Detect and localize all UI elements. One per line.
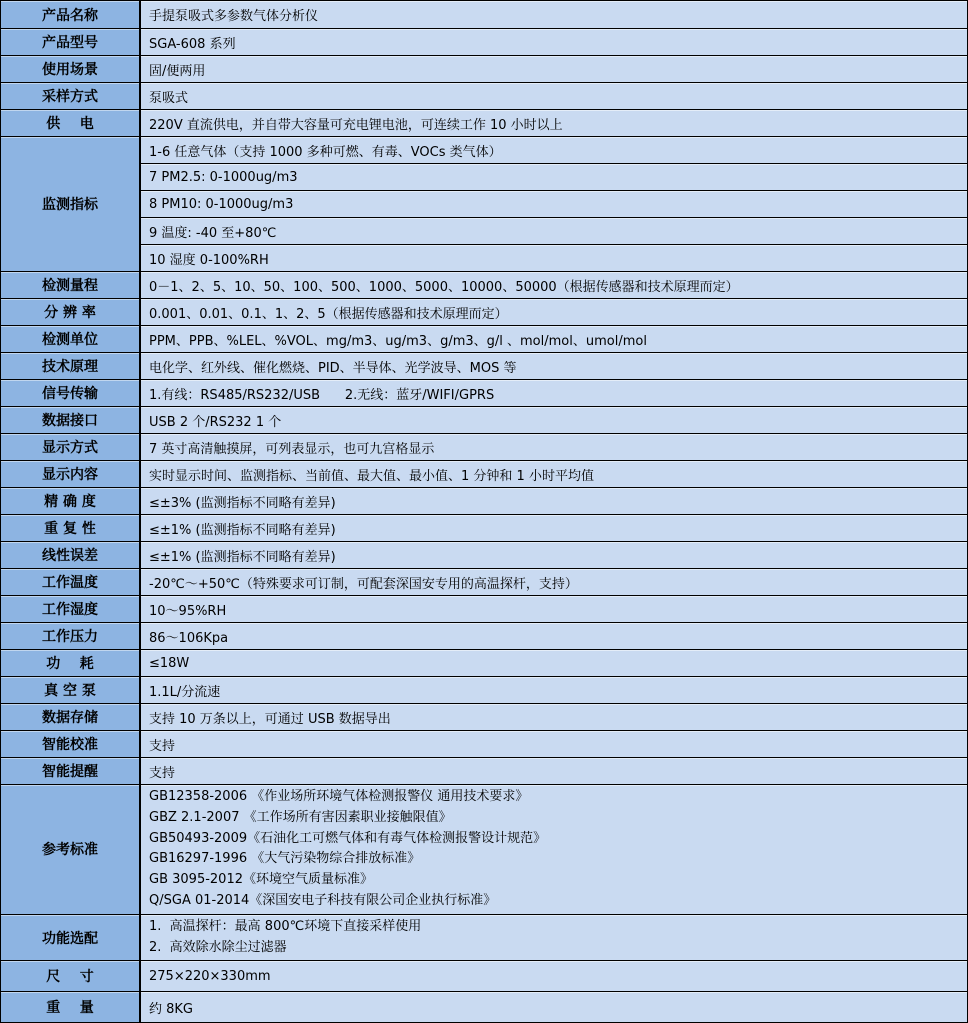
spec-value: 固/便两用 xyxy=(141,56,967,82)
spec-values xyxy=(141,704,967,730)
spec-values xyxy=(141,110,967,136)
spec-value: PPM、PPB、%LEL、%VOL、mg/m3、ug/m3、g/m3、g/l 、mol/mol、umol/mol xyxy=(141,326,967,352)
spec-row xyxy=(1,82,967,109)
spec-label: 分 辨 率 xyxy=(1,299,141,325)
spec-label: 工作温度 xyxy=(1,569,141,595)
spec-value: 0－1、2、5、10、50、100、500、1000、5000、10000、50000（根据传感器和技术原理而定） xyxy=(141,272,967,298)
spec-value: 支持 xyxy=(141,758,967,784)
spec-row xyxy=(1,406,967,433)
spec-row xyxy=(1,757,967,784)
spec-value-multiline xyxy=(141,915,967,961)
spec-label: 检测量程 xyxy=(1,272,141,298)
spec-label: 功 耗 xyxy=(1,650,141,676)
spec-value: 10 湿度 0-100%RH xyxy=(141,244,967,271)
spec-label: 产品名称 xyxy=(1,1,141,28)
spec-label: 显示内容 xyxy=(1,461,141,487)
spec-values xyxy=(141,677,967,703)
spec-value: 220V 直流供电，并自带大容量可充电锂电池，可连续工作 10 小时以上 xyxy=(141,110,967,136)
spec-value-line: GB16297-1996 《大气污染物综合排放标准》 xyxy=(149,851,421,867)
spec-value-line: GB12358-2006 《作业场所环境气体检测报警仪 通用技术要求》 xyxy=(149,789,529,804)
spec-row xyxy=(1,136,967,271)
spec-row xyxy=(1,960,967,991)
spec-value: SGA-608 系列 xyxy=(141,29,967,55)
spec-label: 技术原理 xyxy=(1,353,141,379)
spec-row xyxy=(1,676,967,703)
spec-values xyxy=(141,461,967,487)
spec-values xyxy=(141,650,967,676)
spec-value-line: GBZ 2.1-2007 《工作场所有害因素职业接触限值》 xyxy=(149,809,452,825)
spec-row xyxy=(1,460,967,487)
spec-row xyxy=(1,1,967,28)
spec-value: USB 2 个/RS232 1 个 xyxy=(141,407,967,433)
spec-row xyxy=(1,433,967,460)
spec-values xyxy=(141,1,967,28)
spec-values xyxy=(141,596,967,622)
spec-values xyxy=(141,992,967,1022)
spec-label: 信号传输 xyxy=(1,380,141,406)
spec-label: 智能校准 xyxy=(1,731,141,757)
spec-values xyxy=(141,623,967,649)
spec-values xyxy=(141,434,967,460)
spec-row xyxy=(1,352,967,379)
spec-label: 真 空 泵 xyxy=(1,677,141,703)
spec-value-line: GB 3095-2012《环境空气质量标准》 xyxy=(149,872,373,888)
spec-value: 电化学、红外线、催化燃烧、PID、半导体、光学波导、MOS 等 xyxy=(141,353,967,379)
spec-value: 泵吸式 xyxy=(141,83,967,109)
spec-row xyxy=(1,109,967,136)
spec-label: 功能选配 xyxy=(1,915,141,961)
spec-label: 重 复 性 xyxy=(1,515,141,541)
spec-label: 监测指标 xyxy=(1,137,141,271)
spec-row xyxy=(1,991,967,1022)
spec-label: 数据接口 xyxy=(1,407,141,433)
spec-value: ≤±1% (监测指标不同略有差异) xyxy=(141,515,967,541)
spec-value: 7 英寸高清触摸屏，可列表显示，也可九宫格显示 xyxy=(141,434,967,460)
spec-value: 1.有线：RS485/RS232/USB 2.无线：蓝牙/WIFI/GPRS xyxy=(141,380,967,406)
spec-values xyxy=(141,731,967,757)
spec-value-line: 2. 高效除水除尘过滤器 xyxy=(149,939,287,955)
spec-values xyxy=(141,353,967,379)
spec-row xyxy=(1,622,967,649)
spec-label: 产品型号 xyxy=(1,29,141,55)
spec-value: -20℃～+50℃（特殊要求可订制，可配套深国安专用的高温探杆，支持） xyxy=(141,569,967,595)
spec-values xyxy=(141,272,967,298)
spec-values xyxy=(141,29,967,55)
spec-value: 实时显示时间、监测指标、当前值、最大值、最小值、1 分钟和 1 小时平均值 xyxy=(141,461,967,487)
spec-value: 0.001、0.01、0.1、1、2、5（根据传感器和技术原理而定） xyxy=(141,299,967,325)
spec-values xyxy=(141,83,967,109)
spec-label: 工作压力 xyxy=(1,623,141,649)
spec-value: 7 PM2.5: 0-1000ug/m3 xyxy=(141,163,967,190)
spec-value: 9 温度: -40 至+80℃ xyxy=(141,217,967,244)
spec-value: 8 PM10: 0-1000ug/m3 xyxy=(141,190,967,217)
spec-row xyxy=(1,914,967,961)
spec-label: 线性误差 xyxy=(1,542,141,568)
spec-value: 10～95%RH xyxy=(141,596,967,622)
spec-values xyxy=(141,542,967,568)
spec-row xyxy=(1,28,967,55)
spec-row xyxy=(1,487,967,514)
spec-values xyxy=(141,407,967,433)
spec-row xyxy=(1,568,967,595)
spec-value: 约 8KG xyxy=(141,992,967,1022)
spec-values xyxy=(141,137,967,271)
spec-row xyxy=(1,55,967,82)
spec-values xyxy=(141,515,967,541)
spec-label: 供 电 xyxy=(1,110,141,136)
spec-row xyxy=(1,595,967,622)
spec-values xyxy=(141,488,967,514)
spec-values xyxy=(141,56,967,82)
spec-values xyxy=(141,758,967,784)
spec-value: 1-6 任意气体（支持 1000 多种可燃、有毒、VOCs 类气体） xyxy=(141,137,967,163)
spec-value-line: Q/SGA 01-2014《深国安电子科技有限公司企业执行标准》 xyxy=(149,892,497,908)
spec-value: 支持 10 万条以上，可通过 USB 数据导出 xyxy=(141,704,967,730)
spec-value: ≤±1% (监测指标不同略有差异) xyxy=(141,542,967,568)
spec-label: 显示方式 xyxy=(1,434,141,460)
spec-values xyxy=(141,299,967,325)
spec-row xyxy=(1,649,967,676)
spec-value: 275×220×330mm xyxy=(141,961,967,991)
spec-value-line: 1. 高温探杆：最高 800℃环境下直接采样使用 xyxy=(149,918,422,934)
spec-value: 手提泵吸式多参数气体分析仪 xyxy=(141,1,967,28)
spec-value: 86～106Kpa xyxy=(141,623,967,649)
spec-value-line: GB50493-2009《石油化工可燃气体和有毒气体检测报警设计规范》 xyxy=(149,830,547,846)
spec-label: 智能提醒 xyxy=(1,758,141,784)
spec-row xyxy=(1,379,967,406)
spec-label: 尺 寸 xyxy=(1,961,141,991)
spec-row xyxy=(1,541,967,568)
spec-row xyxy=(1,703,967,730)
spec-label: 重 量 xyxy=(1,992,141,1022)
spec-values xyxy=(141,569,967,595)
spec-label: 采样方式 xyxy=(1,83,141,109)
spec-value: ≤±3% (监测指标不同略有差异) xyxy=(141,488,967,514)
spec-label: 检测单位 xyxy=(1,326,141,352)
spec-label: 参考标准 xyxy=(1,785,141,914)
spec-label: 工作湿度 xyxy=(1,596,141,622)
spec-values xyxy=(141,961,967,991)
spec-row xyxy=(1,730,967,757)
spec-value: 1.1L/分流速 xyxy=(141,677,967,703)
spec-value-multiline xyxy=(141,785,967,914)
spec-value: 支持 xyxy=(141,731,967,757)
spec-label: 数据存储 xyxy=(1,704,141,730)
spec-label: 精 确 度 xyxy=(1,488,141,514)
spec-row xyxy=(1,325,967,352)
spec-value: ≤18W xyxy=(141,650,967,676)
spec-row xyxy=(1,514,967,541)
spec-row xyxy=(1,271,967,298)
spec-label: 使用场景 xyxy=(1,56,141,82)
spec-values xyxy=(141,326,967,352)
spec-values xyxy=(141,380,967,406)
spec-row xyxy=(1,298,967,325)
spec-row xyxy=(1,784,967,914)
